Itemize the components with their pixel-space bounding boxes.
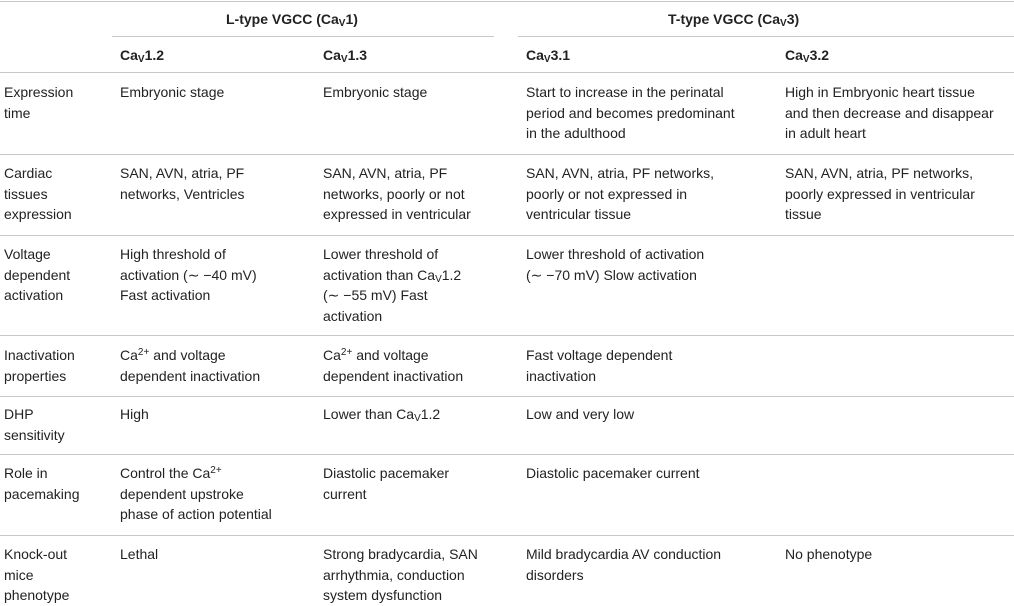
row-label-dhp-sensitivity: DHP sensitivity [4,406,65,443]
row-rule [0,535,1014,536]
row-label-cardiac-tissues-expression: Cardiac tissues expression [4,165,72,222]
cell-knockout-cav13: Strong bradycardia, SAN arrhythmia, conduction system dysfunction [323,546,478,603]
table-top-rule [0,1,1014,2]
column-header-cav31: $Ca_V3.1$ [526,47,571,65]
cell-knockout-cav32: No phenotype [785,546,873,562]
cell-inactivation-cav31: Fast voltage dependent inactivation [526,347,673,384]
row-rule [0,396,1014,397]
ttype-group-header: T-type VGCC $(Ca_V3)$ [668,11,800,29]
ltype-group-rule [112,36,494,37]
cell-cardiac-tissues-cav13: SAN, AVN, atria, PF networks, poorly or not expressed in ventricular [323,165,471,222]
cell-cardiac-tissues-cav31: SAN, AVN, atria, PF networks, poorly or not expressed in ventricular tissue [526,165,715,222]
cell-knockout-cav31: Mild bradycardia AV conduction disorders [526,546,722,583]
cell-expression-time-cav12: Embryonic stage [120,84,225,100]
row-rule [0,235,1014,236]
cell-voltage-activation-cav13: Lower threshold of activation than $Ca_V1.2$ (∼ −55 mV) Fast activation [323,246,462,324]
cell-pacemaking-cav13: Diastolic pacemaker current [323,465,450,502]
row-rule [0,454,1014,455]
row-rule [0,335,1014,336]
cell-expression-time-cav32: High in Embryonic heart tissue and then decrease and disappear in adult heart [785,84,994,141]
column-header-cav12: $Ca_V1.2$ [120,47,165,65]
cell-knockout-cav12: Lethal [120,546,159,562]
column-header-cav13: $Ca_V1.3$ [323,47,368,65]
cell-inactivation-cav12: $Ca^{2+}$ and voltage dependent inactivation [120,347,261,384]
row-label-expression-time: Expression time [4,84,74,121]
cell-voltage-activation-cav12: High threshold of activation (∼ −40 mV) Fast activation [120,246,257,303]
row-label-inactivation-properties: Inactivation properties [4,347,75,384]
cell-cardiac-tissues-cav12: SAN, AVN, atria, PF networks, Ventricles [120,165,245,202]
cell-expression-time-cav31: Start to increase in the perinatal period and becomes predominant in the adulthood [526,84,735,141]
row-label-knockout-mice-phenotype: Knock-out mice phenotype [4,546,70,603]
cell-inactivation-cav13: $Ca^{2+}$ and voltage dependent inactivation [323,347,464,384]
ltype-group-header: L-type VGCC $(Ca_V1)$ [226,11,358,29]
cell-dhp-cav31: Low and very low [526,406,635,422]
cell-voltage-activation-cav31: Lower threshold of activation (∼ −70 mV) Slow activation [526,246,705,283]
ttype-group-rule [518,36,1014,37]
header-rule [0,72,1014,73]
cell-dhp-cav13: Lower than $Ca_V1.2$ [323,406,441,424]
cell-dhp-cav12: High [120,406,149,422]
cell-expression-time-cav13: Embryonic stage [323,84,428,100]
row-label-role-in-pacemaking: Role in pacemaking [4,465,80,502]
cell-pacemaking-cav31: Diastolic pacemaker current [526,465,700,481]
row-rule [0,154,1014,155]
cell-cardiac-tissues-cav32: SAN, AVN, atria, PF networks, poorly expressed in ventricular tissue [785,165,975,222]
cell-pacemaking-cav12: Control the $Ca^{2+}$ dependent upstroke phase of action potential [120,465,272,522]
row-label-voltage-dependent-activation: Voltage dependent activation [4,246,71,303]
column-header-cav32: $Ca_V3.2$ [785,47,830,65]
